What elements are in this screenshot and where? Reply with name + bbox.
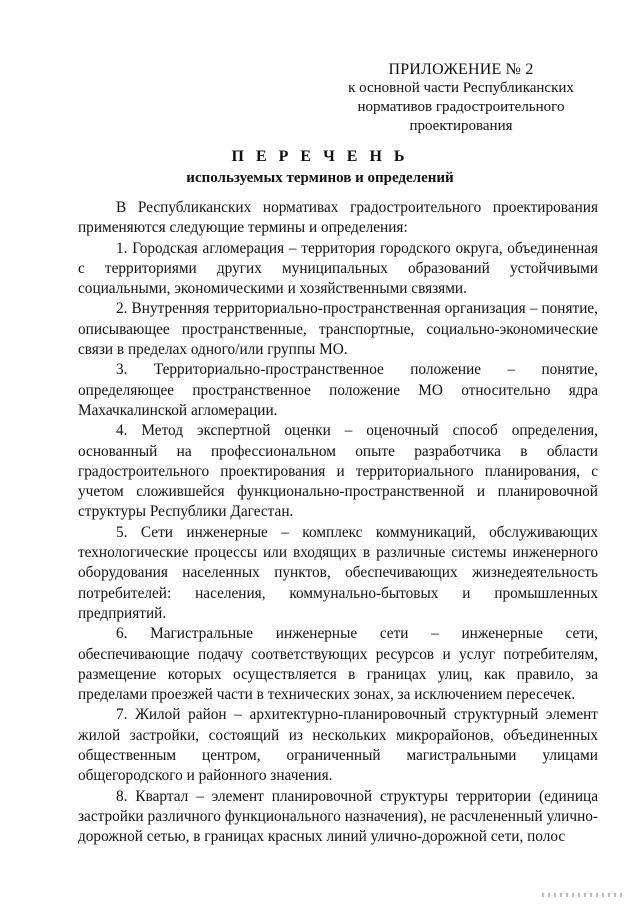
definition-2: 2. Внутренняя территориально-пространственная организация – понятие, описывающее пространственные, транспортные, социально-экономические связи в пределах одного/или группы МО. [78, 300, 598, 359]
definition-4: 4. Метод экспертной оценки – оценочный способ определения, основанный на профессиональном опыте разработчика в области градостроительного проектирования и территориального планирования, с учетом сложившейся функционально-пространственной и планировочной структуры Республики Дагестан. [78, 422, 598, 521]
paragraph-intro: В Республиканских нормативах градостроительного проектирования применяются следующие термины и определения: [78, 199, 598, 237]
appendix-header [330, 60, 592, 136]
title-sub: используемых терминов и определений [186, 170, 454, 186]
title-main: П Е Р Е Ч Е Н Ь [231, 148, 409, 165]
definition-7: 7. Жилой район – архитектурно-планировочный структурный элемент жилой застройки, состоящий из нескольких микрорайонов, объединенных общественным центром, ограниченный магистральными улицами общегородского и районного значения. [78, 706, 598, 785]
document-body [78, 198, 598, 848]
definition-1: 1. Городская агломерация – территория городского округа, объединенная с территориями других муниципальных образований устойчивыми социальными, экономическими и хозяйственными связями. [78, 239, 598, 298]
appendix-subtitle: к основной части Республиканских нормативов градостроительного проектирования [348, 80, 574, 134]
scan-artifact [542, 893, 622, 897]
document-title [0, 146, 640, 188]
appendix-number: ПРИЛОЖЕНИЕ № 2 [388, 61, 534, 78]
definition-6: 6. Магистральные инженерные сети – инженерные сети, обеспечивающие подачу соответствующих ресурсов и услуг потребителям, размещение которых осуществляется в границах улиц, как правило, за пределами проезжей части в технических зонах, за исключением пересечек. [78, 625, 598, 704]
definition-8: 8. Квартал – элемент планировочной структуры территории (единица застройки различного функционального назначения), не расчлененный улично-дорожной сетью, в границах красных линий улично-дорожной сети, полос [78, 787, 598, 846]
definition-3: 3. Территориально-пространственное положение – понятие, определяющее пространственное положение МО относительно ядра Махачкалинской агломерации. [78, 361, 598, 419]
definition-5: 5. Сети инженерные – комплекс коммуникаций, обслуживающих технологические процессы или входящих в различные системы инженерного оборудования населенных пунктов, обеспечивающих жизнедеятельность потребителей: населения, коммунально-бытовых и промышленных предприятий. [78, 523, 598, 622]
